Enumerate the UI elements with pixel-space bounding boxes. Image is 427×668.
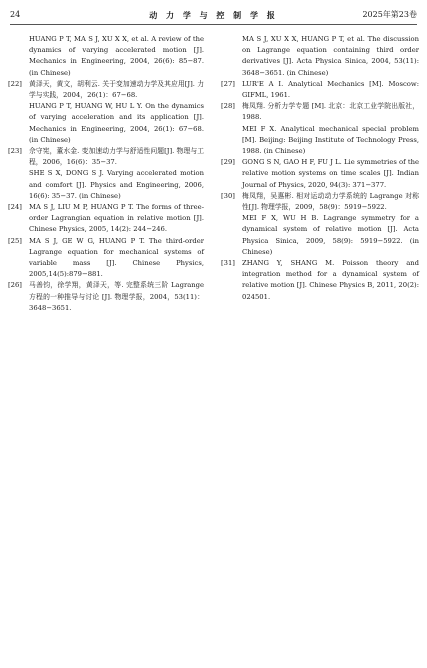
reference-item: [8, 280, 204, 314]
reference-item: [221, 79, 419, 101]
page-number: 24: [10, 10, 21, 19]
references-right-column: [221, 34, 419, 303]
reference-item: [221, 191, 419, 258]
reference-text: 马善钧，徐学翔，黄泽天，等. 完整系统三阶 Lagrange 方程的一种推导与讨论 [J]. 物理学报，2004，53(11)：3648−3651.: [29, 281, 204, 312]
volume-label: 2025年第23卷: [362, 10, 417, 19]
reference-text: 梅凤翔，吴惠彬. 相对运动动力学系统的 Lagrange 对称性[J]. 物理学报，2009，58(9)：5919−5922.: [242, 191, 419, 212]
reference-number: [22]: [8, 79, 22, 88]
reference-text: MA S J, GE W G, HUANG P T. The third-order Lagrange equation for mechanical systems of variable mass [J]. Chinese Physics, 2005,14(5):879−881.: [29, 236, 204, 279]
reference-number: [28]: [221, 102, 235, 111]
reference-item: [8, 202, 204, 236]
reference-item: [221, 34, 419, 79]
reference-text: 梅凤翔. 分析力学专题 [M]. 北京：北京工业学院出版社，1988.: [242, 102, 419, 122]
reference-number: [24]: [8, 203, 22, 212]
reference-text: GONG S N, GAO H F, FU J L. Lie symmetries of the relative motion systems on time scales [J]. Indian Journal of Physics, 2020, 94(3): 371−377.: [242, 158, 419, 189]
reference-number: [30]: [221, 191, 235, 200]
reference-text: 佘守宪，董水金. 变加速动力学与舒适性问题[J]. 物理与工程，2006，16(6)：35−37.: [29, 147, 204, 167]
reference-text: HUANG P T, MA S J, XU X X, et al. A review of the dynamics of varying accelerated motion [J]. Mechanics in Engineering, 2004, 26(6): 85−87. (in Chinese): [29, 35, 204, 77]
journal-title: 动 力 学 与 控 制 学 报: [149, 10, 278, 20]
reference-text: MEI F X, WU H B. Lagrange symmetry for a dynamical system of relative motion [J]. Acta Physica Sinica, 2009, 58(9): 5919−5922. (in Chinese): [242, 214, 419, 256]
reference-text: 黄泽天，黄文，胡利云. 关于变加速动力学及其应用[J]. 力学与实践，2004，26(1)：67−68.: [29, 79, 204, 100]
reference-text: MEI F X. Analytical mechanical special problem [M]. Beijing: Beijing Institute of Technology Press, 1988. (in Chinese): [242, 124, 419, 156]
reference-item: [8, 79, 204, 146]
reference-text: MA S J, XU X X, HUANG P T, et al. The discussion on Lagrange equation containing third order derivatives [J]. Acta Physica Sinica, 2004, 53(11): 3648−3651. (in Chinese): [242, 35, 419, 77]
reference-number: [29]: [221, 158, 235, 167]
reference-number: [27]: [221, 79, 235, 88]
reference-item: [8, 236, 204, 281]
reference-item: [221, 101, 419, 157]
page-header: [10, 8, 417, 25]
reference-item: [221, 157, 419, 191]
reference-text: SHE S X, DONG S J. Varying accelerated motion and comfort [J]. Physics and Engineering, 2006, 16(6): 35−37. (in Chinese): [29, 169, 204, 200]
reference-item: [221, 258, 419, 303]
reference-item: [8, 146, 204, 202]
reference-number: [31]: [221, 259, 235, 268]
reference-text: MA S J, LIU M P, HUANG P T. The forms of three-order Lagrangian equation in relative motion [J]. Chinese Physics, 2005, 14(2): 244−246.: [29, 203, 204, 234]
reference-text: LUR'E A I. Analytical Mechanics [M]. Moscow: GIFML, 1961.: [242, 79, 419, 100]
reference-number: [25]: [8, 236, 22, 245]
reference-text: HUANG P T, HUANG W, HU L Y. On the dynamics of varying acceleration and its application [J]. Mechanics in Engineering, 2004, 26(1): 67−68. (in Chinese): [29, 102, 204, 144]
reference-text: ZHANG Y, SHANG M. Poisson theory and integration method for a dynamical system of relative motion [J]. Chinese Physics B, 2011, 20(2): 024501.: [242, 259, 419, 301]
reference-item: [8, 34, 204, 79]
reference-number: [26]: [8, 281, 22, 290]
references-left-column: [8, 34, 204, 314]
reference-number: [23]: [8, 147, 22, 156]
